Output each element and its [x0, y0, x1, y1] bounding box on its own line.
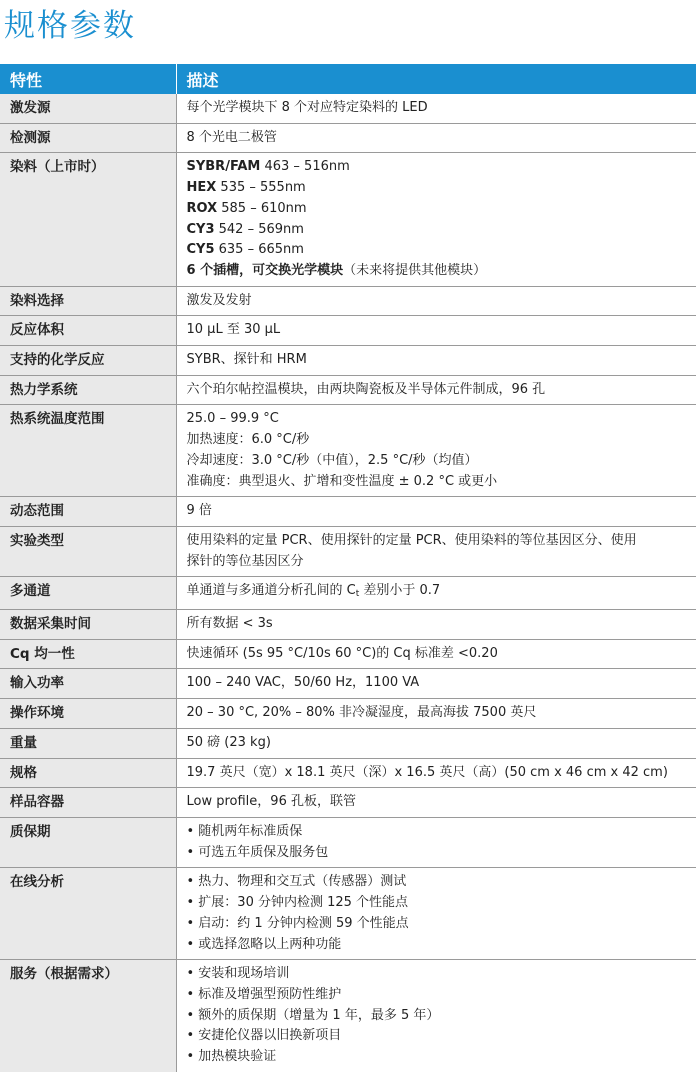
desc-line: • 随机两年标准质保: [186, 823, 303, 839]
desc-line: 9 倍: [186, 503, 212, 519]
table-row: [0, 526, 696, 576]
row-label: 染料（上市时）: [0, 153, 176, 286]
row-label: 规格: [0, 758, 176, 788]
row-description: [176, 758, 696, 788]
dye-name: ROX: [186, 200, 218, 216]
row-label: 重量: [0, 728, 176, 758]
desc-line: 所有数据 < 3s: [186, 616, 273, 632]
dye-line: [187, 157, 691, 178]
dye-name: CY5: [186, 242, 215, 258]
table-row: [0, 639, 696, 669]
desc-line: 快速循环 (5s 95 °C/10s 60 °C)的 Cq 标准差 <0.20: [186, 645, 498, 661]
row-label: 热系统温度范围: [0, 405, 176, 497]
table-header-row: [0, 64, 696, 94]
desc-line: 10 µL 至 30 µL: [186, 322, 281, 338]
row-description: [176, 346, 696, 376]
row-description: [176, 526, 696, 576]
table-row: [0, 868, 696, 960]
row-description: [176, 817, 696, 867]
row-label: 热力学系统: [0, 375, 176, 405]
desc-line: • 启动：约 1 分钟内检测 59 个性能点: [186, 915, 409, 931]
ct-text-post: 差别小于 0.7: [359, 583, 441, 599]
desc-line: 六个珀尔帖控温模块，由两块陶瓷板及半导体元件制成，96 孔: [186, 381, 546, 397]
table-row: [0, 375, 696, 405]
spec-table: [0, 64, 696, 1072]
desc-line: • 或选择忽略以上两种功能: [186, 936, 342, 952]
row-description: [176, 669, 696, 699]
desc-line: 20 – 30 °C, 20% – 80% 非冷凝湿度，最高海拔 7500 英尺: [186, 705, 537, 721]
row-description: [176, 123, 696, 153]
row-label: 操作环境: [0, 699, 176, 729]
header-description: 描述: [176, 64, 696, 94]
row-label: 输入功率: [0, 669, 176, 699]
table-row: [0, 960, 696, 1072]
desc-line: 25.0 – 99.9 °C: [186, 411, 279, 427]
desc-line: • 加热模块验证: [186, 1049, 277, 1065]
row-description: [176, 316, 696, 346]
dye-name: CY3: [186, 221, 215, 237]
dye-name: HEX: [186, 180, 217, 196]
row-description: [176, 405, 696, 497]
row-description: [176, 699, 696, 729]
desc-line: SYBR、探针和 HRM: [186, 352, 307, 368]
table-row: [0, 817, 696, 867]
table-row: [0, 577, 696, 610]
row-description: [176, 577, 696, 610]
table-row: [0, 316, 696, 346]
row-label: 实验类型: [0, 526, 176, 576]
desc-line: • 热力、物理和交互式（传感器）测试: [186, 874, 407, 890]
row-description: [176, 788, 696, 818]
table-row: [0, 94, 696, 123]
desc-line: • 安装和现场培训: [186, 966, 290, 982]
table-row: [0, 346, 696, 376]
row-label: 多通道: [0, 577, 176, 610]
dye-range: 585 – 610nm: [217, 200, 307, 216]
page-title: 规格参数: [4, 8, 136, 44]
row-label: 染料选择: [0, 286, 176, 316]
desc-line: [187, 581, 691, 605]
row-label: 检测源: [0, 123, 176, 153]
slots-bold: 6 个插槽，可交换光学模块: [186, 262, 344, 278]
row-label: 样品容器: [0, 788, 176, 818]
table-row: [0, 405, 696, 497]
dye-range: 635 – 665nm: [214, 242, 304, 258]
row-label: 质保期: [0, 817, 176, 867]
desc-line: • 额外的质保期（增量为 1 年，最多 5 年）: [186, 1007, 440, 1023]
row-label: 反应体积: [0, 316, 176, 346]
dye-name: SYBR/FAM: [186, 159, 261, 175]
row-label: 动态范围: [0, 497, 176, 527]
dye-range: 463 – 516nm: [260, 159, 350, 175]
row-label: 数据采集时间: [0, 610, 176, 640]
desc-line: 探针的等位基因区分: [186, 553, 304, 569]
row-description: [176, 375, 696, 405]
dye-line: [187, 199, 691, 220]
desc-line: • 安捷伦仪器以旧换新项目: [186, 1028, 342, 1044]
table-row: [0, 123, 696, 153]
table-row: [0, 788, 696, 818]
desc-line: 100 – 240 VAC，50/60 Hz，1100 VA: [186, 675, 420, 691]
desc-line: 准确度：典型退火、扩增和变性温度 ± 0.2 °C 或更小: [186, 473, 498, 489]
ct-text-pre: 单通道与多通道分析孔间的 C: [186, 583, 356, 599]
desc-line: 加热速度：6.0 °C/秒: [186, 432, 310, 448]
slots-line: [187, 261, 691, 282]
table-row: [0, 153, 696, 286]
table-row: [0, 497, 696, 527]
row-description: [176, 153, 696, 286]
row-label: 在线分析: [0, 868, 176, 960]
table-row: [0, 728, 696, 758]
row-description: [176, 610, 696, 640]
desc-line: 冷却速度：3.0 °C/秒（中值），2.5 °C/秒（均值）: [186, 452, 478, 468]
table-row: [0, 699, 696, 729]
desc-line: 50 磅 (23 kg): [186, 734, 271, 750]
desc-line: Low profile，96 孔板，联管: [186, 794, 356, 810]
desc-line: 19.7 英尺（宽）x 18.1 英尺（深）x 16.5 英尺（高）(50 cm x 46 cm x 42 cm): [186, 764, 668, 780]
desc-line: • 扩展：30 分钟内检测 125 个性能点: [186, 895, 409, 911]
row-description: [176, 497, 696, 527]
row-label: 激发源: [0, 94, 176, 123]
row-description: [176, 286, 696, 316]
table-row: [0, 610, 696, 640]
row-label: 服务（根据需求）: [0, 960, 176, 1072]
row-description: [176, 960, 696, 1072]
desc-line: 使用染料的定量 PCR、使用探针的定量 PCR、使用染料的等位基因区分、使用: [186, 532, 637, 548]
header-feature: 特性: [0, 64, 176, 94]
row-label: Cq 均一性: [0, 639, 176, 669]
row-description: [176, 639, 696, 669]
slots-note: （未来将提供其他模块）: [343, 262, 487, 278]
table-row: [0, 758, 696, 788]
dye-line: [187, 178, 691, 199]
row-description: [176, 94, 696, 123]
row-description: [176, 868, 696, 960]
desc-line: • 标准及增强型预防性维护: [186, 986, 342, 1002]
dye-range: 542 – 569nm: [214, 221, 304, 237]
desc-line: • 可选五年质保及服务包: [186, 844, 329, 860]
dye-range: 535 – 555nm: [216, 180, 306, 196]
desc-line: 每个光学模块下 8 个对应特定染料的 LED: [186, 100, 428, 115]
dye-line: [187, 240, 691, 261]
row-label: 支持的化学反应: [0, 346, 176, 376]
dye-line: [187, 220, 691, 241]
row-description: [176, 728, 696, 758]
table-row: [0, 286, 696, 316]
desc-line: 8 个光电二极管: [186, 129, 277, 145]
desc-line: 激发及发射: [186, 292, 252, 308]
ct-subscript: t: [355, 589, 360, 600]
table-row: [0, 669, 696, 699]
